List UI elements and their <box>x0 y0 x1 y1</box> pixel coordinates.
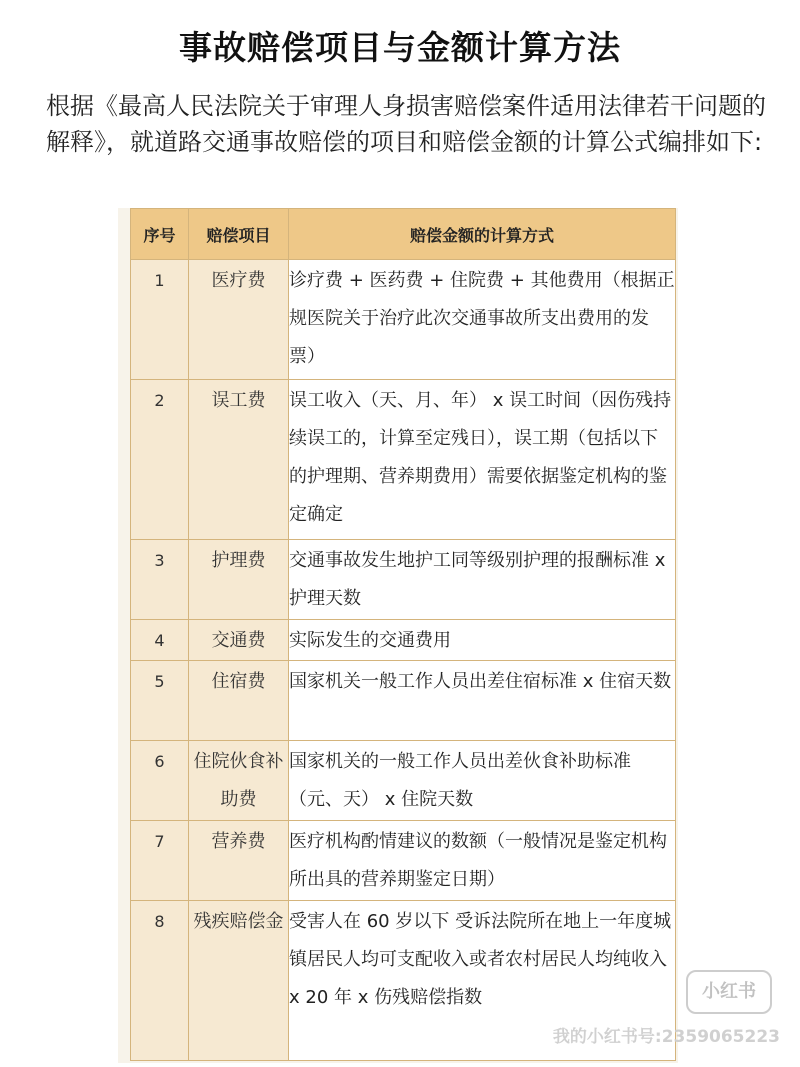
row-item: 住院伙食补助费 <box>193 751 284 810</box>
row-num: 7 <box>154 832 165 851</box>
header-num: 序号 <box>131 209 189 260</box>
table-row <box>131 380 676 540</box>
row-formula: 交通事故发生地护工同等级别护理的报酬标准 x 护理天数 <box>289 550 666 609</box>
row-num: 1 <box>154 271 165 290</box>
table-row <box>131 540 676 620</box>
row-item: 医疗费 <box>211 270 266 291</box>
row-num: 8 <box>154 912 165 931</box>
compensation-table <box>130 208 676 1061</box>
row-num-cell <box>131 741 189 821</box>
row-formula-cell <box>289 260 676 380</box>
row-item-cell <box>189 661 289 741</box>
table-header-row <box>131 209 676 260</box>
row-item-cell <box>189 901 289 1061</box>
row-num: 2 <box>154 391 165 410</box>
row-item-cell <box>189 821 289 901</box>
row-num-cell <box>131 260 189 380</box>
row-formula: 医疗机构酌情建议的数额（一般情况是鉴定机构所出具的营养期鉴定日期） <box>289 831 667 890</box>
row-num-cell <box>131 661 189 741</box>
table-row <box>131 260 676 380</box>
row-num-cell <box>131 620 189 661</box>
row-num: 4 <box>154 631 165 650</box>
row-formula: 受害人在 60 岁以下 受诉法院所在地上一年度城镇居民人均可支配收入或者农村居民人均纯收入 x 20 年 x 伤残赔偿指数 <box>289 911 672 1008</box>
row-formula-cell <box>289 741 676 821</box>
row-formula-cell <box>289 380 676 540</box>
row-num: 5 <box>154 672 165 691</box>
row-item-cell <box>189 620 289 661</box>
row-num-cell <box>131 901 189 1061</box>
row-item: 营养费 <box>211 831 266 852</box>
row-num: 3 <box>154 551 165 570</box>
row-item: 交通费 <box>211 630 266 651</box>
row-item: 住宿费 <box>211 671 266 692</box>
row-formula: 国家机关一般工作人员出差住宿标准 x 住宿天数 <box>289 671 672 692</box>
intro-paragraph: 根据《最高人民法院关于审理人身损害赔偿案件适用法律若干问题的解释》，就道路交通事故赔偿的项目和赔偿金额的计算公式编排如下: <box>46 92 766 156</box>
row-num-cell <box>131 380 189 540</box>
table-row <box>131 620 676 661</box>
row-item: 误工费 <box>211 390 266 411</box>
xiaohongshu-logo: 小红书 <box>686 970 772 1014</box>
row-item-cell <box>189 380 289 540</box>
watermark-account-id: 我的小红书号:2359065223 <box>552 1027 780 1047</box>
table-row <box>131 741 676 821</box>
table-panel <box>118 208 678 1063</box>
table-row <box>131 821 676 901</box>
row-formula-cell <box>289 821 676 901</box>
row-formula-cell <box>289 620 676 661</box>
row-formula-cell <box>289 540 676 620</box>
page-title: 事故赔偿项目与金额计算方法 <box>179 28 621 67</box>
row-item-cell <box>189 540 289 620</box>
row-formula: 诊疗费 + 医药费 + 住院费 + 其他费用（根据正规医院关于治疗此次交通事故所支出费用的发票） <box>289 270 675 367</box>
row-item: 残疾赔偿金 <box>193 911 284 932</box>
row-formula-cell <box>289 661 676 741</box>
header-item: 赔偿项目 <box>189 209 289 260</box>
row-num: 6 <box>154 752 165 771</box>
row-item-cell <box>189 741 289 821</box>
row-item: 护理费 <box>211 550 266 571</box>
header-formula: 赔偿金额的计算方式 <box>289 209 676 260</box>
row-item-cell <box>189 260 289 380</box>
table-row <box>131 661 676 741</box>
row-formula: 误工收入（天、月、年） x 误工时间（因伤残持续误工的，计算至定残日），误工期（包括以下的护理期、营养期费用）需要依据鉴定机构的鉴定确定 <box>289 390 672 525</box>
row-num-cell <box>131 821 189 901</box>
row-formula: 国家机关的一般工作人员出差伙食补助标准（元、天） x 住院天数 <box>289 751 631 810</box>
row-formula: 实际发生的交通费用 <box>289 630 451 651</box>
row-num-cell <box>131 540 189 620</box>
